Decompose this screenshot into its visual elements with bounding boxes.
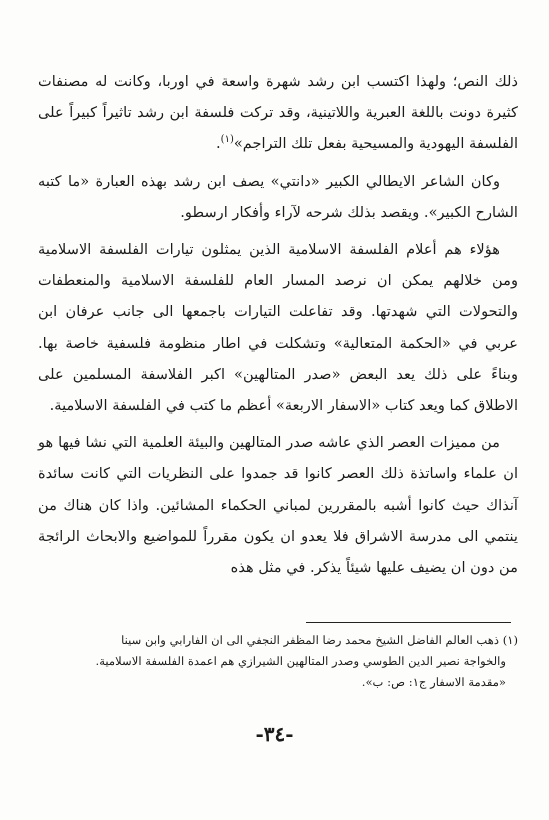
paragraph-1-text: ذلك النص؛ ولهذا اكتسب ابن رشد شهرة واسعة في اوربا، وكانت له مصنفات كثيرة دونت باللغة العبرية واللاتينية، وقد تركت فلسفة ابن رشد تاثيراً كبيراً على الفلسفة اليهودية والمسيحية بفعل تلك التراجم» bbox=[38, 73, 518, 153]
footnote-1-line-1: (١) ذهب العالم الفاضل الشيخ محمد رضا المظفر النجفي الى ان الفارابي وابن سينا bbox=[121, 633, 518, 647]
paragraph-4: من مميزات العصر الذي عاشه صدر المتالهين والبيئة العلمية التي نشا فيها هو ان علماء واساتذة ذلك العصر كانوا قد جمدوا على النظريات التي كانت سائدة آنذاك حيث كانوا أشبه بالمقررين لمباني الحكماء المشائين. واذا كان هناك من ينتمي الى مدرسة الاشراق فلا يعدو ان يكون مقرراً للمواضيع والابحاث الرائجة من دون ان يضيف عليها شيئاً يذكر. في مثل هذه bbox=[38, 434, 518, 577]
footnote-separator bbox=[306, 622, 511, 623]
footnote-reference[interactable]: (١) bbox=[220, 134, 234, 146]
main-text bbox=[38, 66, 518, 583]
footnotes bbox=[38, 630, 518, 693]
footnote-1-source: «مقدمة الاسفار ج١: ص: ب». bbox=[361, 675, 506, 689]
paragraph-2: وكان الشاعر الايطالي الكبير «دانتي» يصف ابن رشد بهذه العبارة «ما كتبه الشارح الكبير». ويقصد بذلك شرحه لآراء وأفكار ارسطو. bbox=[38, 172, 518, 221]
paragraph-1 bbox=[38, 66, 518, 160]
footnote-1-line-2: والخواجة نصير الدين الطوسي وصدر المتالهين الشيرازي هم اعمدة الفلسفة الاسلامية. bbox=[95, 654, 506, 668]
page-number: -٣٤- bbox=[255, 722, 294, 746]
paragraph-1-end: . bbox=[216, 135, 221, 153]
paragraph-3: هؤلاء هم أعلام الفلسفة الاسلامية الذين يمثلون تيارات الفلسفة الاسلامية ومن خلالهم يمكن ان نرصد المسار العام للفلسفة الاسلامية والمنعطفات والتحولات التي شهدتها. وقد تفاعلت التيارات باجمعها الى جانب عرفان ابن عربي في «الحكمة المتعالية» وتشكلت في اطار منظومة فلسفية خاصة بها. وبناءً على ذلك يعد البعض «صدر المتالهين» اكبر الفلاسفة المسلمين على الاطلاق كما ويعد كتاب «الاسفار الاربعة» أعظم ما كتب في الفلسفة الاسلامية. bbox=[38, 241, 518, 415]
